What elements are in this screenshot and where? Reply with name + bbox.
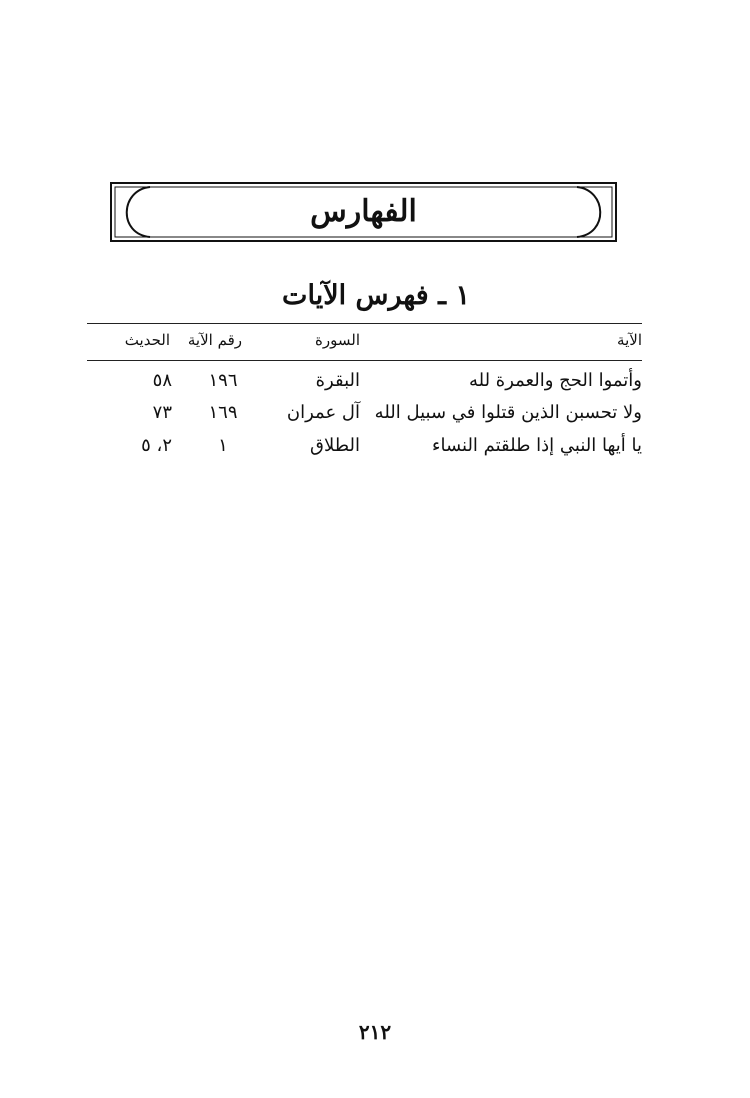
table-row (0, 370, 750, 398)
chapter-title: الفهارس (310, 194, 417, 229)
row-aya-number: ١ (218, 435, 228, 456)
page-number: ٢١٢ (358, 1020, 392, 1044)
header-sura: السورة (315, 331, 360, 349)
chapter-banner (110, 182, 617, 242)
row-hadith: ٢، ٥ (141, 435, 172, 456)
row-aya-number: ١٦٩ (208, 402, 238, 423)
table-header-rule (87, 360, 642, 361)
table-row (0, 402, 750, 430)
row-aya: ولا تحسبن الذين قتلوا في سبيل الله (374, 402, 642, 423)
table-row (0, 435, 750, 463)
header-aya: الآية (617, 331, 642, 349)
header-hadith: الحديث (124, 331, 170, 349)
row-aya: وأتموا الحج والعمرة لله (468, 370, 642, 391)
header-aya-number: رقم الآية (187, 331, 242, 349)
row-aya-number: ١٩٦ (208, 370, 238, 391)
row-sura: الطلاق (310, 435, 360, 456)
row-hadith: ٥٨ (152, 370, 172, 391)
row-aya: يا أيها النبي إذا طلقتم النساء (432, 435, 642, 456)
row-hadith: ٧٣ (152, 402, 172, 423)
section-title: ١ ـ فهرس الآيات (282, 280, 470, 311)
row-sura: البقرة (315, 370, 360, 391)
table-top-rule (87, 323, 642, 324)
row-sura: آل عمران (286, 402, 360, 423)
